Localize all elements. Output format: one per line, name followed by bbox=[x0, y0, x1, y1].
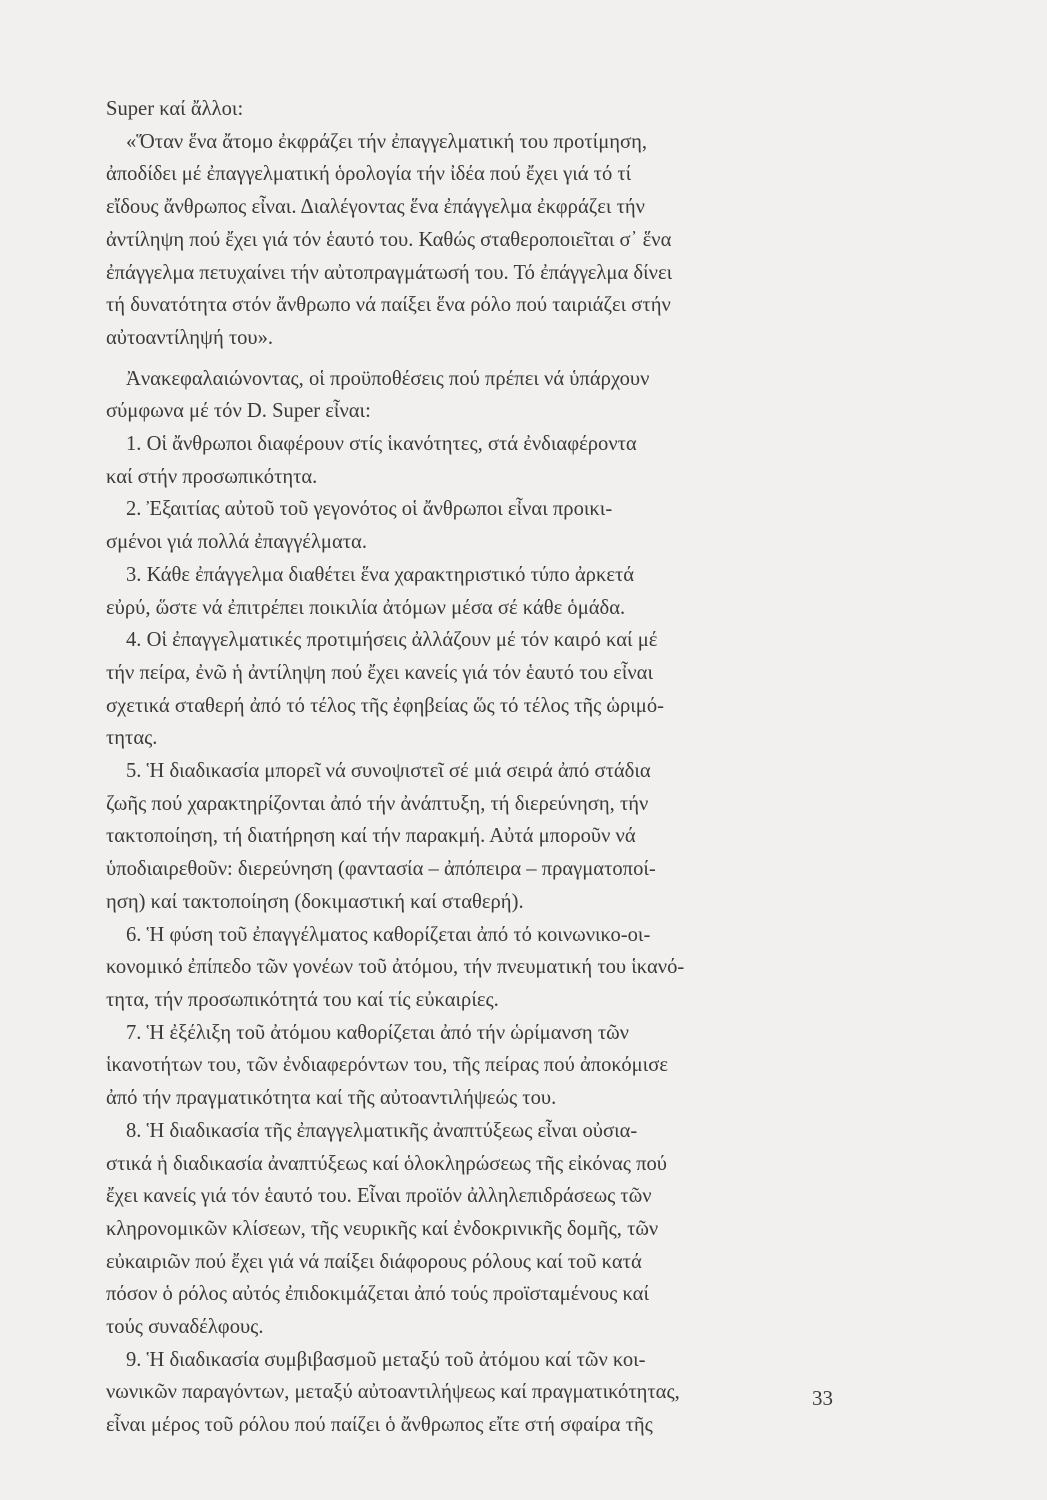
text-line: σχετικά σταθερή ἀπό τό τέλος τῆς ἐφηβείας ὥς τό τέλος τῆς ὡριμό- bbox=[106, 694, 664, 717]
text-line: πόσον ὁ ρόλος αὐτός ἐπιδοκιμάζεται ἀπό τούς προϊσταμένους καί bbox=[106, 1283, 649, 1306]
text-line: νωνικῶν παραγόντων, μεταξύ αὐτοαντιλήψεως καί πραγματικότητας, bbox=[106, 1381, 680, 1404]
text-line: εἴδους ἄνθρωπος εἶναι. Διαλέγοντας ἕνα ἐπάγγελμα ἐκφράζει τήν bbox=[106, 196, 645, 219]
text-line: στικά ἡ διαδικασία ἀναπτύξεως καί ὁλοκληρώσεως τῆς εἰκόνας πού bbox=[106, 1152, 667, 1175]
text-line: 6. Ἡ φύση τοῦ ἐπαγγέλματος καθορίζεται ἀπό τό κοινωνικο-οι- bbox=[126, 923, 651, 946]
text-line: 2. Ἐξαιτίας αὐτοῦ τοῦ γεγονότος οἱ ἄνθρωποι εἶναι προικι- bbox=[126, 498, 613, 521]
text-line: τητα, τήν προσωπικότητά του καί τίς εὐκαιρίες. bbox=[106, 988, 499, 1011]
text-line: καί στήν προσωπικότητα. bbox=[106, 465, 318, 488]
text-line: τητας. bbox=[106, 727, 158, 750]
text-line: εἶναι μέρος τοῦ ρόλου πού παίζει ὁ ἄνθρωπος εἴτε στή σφαίρα τῆς bbox=[106, 1414, 653, 1437]
text-line: ζωῆς πού χαρακτηρίζονται ἀπό τήν ἀνάπτυξη, τή διερεύνηση, τήν bbox=[106, 792, 649, 815]
text-line: σμένοι γιά πολλά ἐπαγγέλματα. bbox=[106, 531, 367, 554]
text-line: ἀπό τήν πραγματικότητα καί τῆς αὐτοαντιλήψεώς του. bbox=[106, 1087, 557, 1110]
text-line: εὐκαιριῶν πού ἔχει γιά νά παίξει διάφορους ρόλους καί τοῦ κατά bbox=[106, 1250, 642, 1273]
page-number: 33 bbox=[812, 1386, 833, 1410]
text-line: 7. Ἡ ἐξέλιξη τοῦ ἀτόμου καθορίζεται ἀπό τήν ὡρίμανση τῶν bbox=[126, 1021, 629, 1044]
text-line: κληρονομικῶν κλίσεων, τῆς νευρικῆς καί ἐνδοκρινικῆς δομῆς, τῶν bbox=[106, 1217, 659, 1240]
text-line: ἐπάγγελμα πετυχαίνει τήν αὐτοπραγμάτωσή του. Τό ἐπάγγελμα δίνει bbox=[106, 261, 673, 284]
text-line: Ἀνακεφαλαιώνοντας, οἱ προϋποθέσεις πού πρέπει νά ὑπάρχουν bbox=[126, 367, 650, 390]
text-line: ὑποδιαιρεθοῦν: διερεύνηση (φαντασία – ἀπόπειρα – πραγματοποί- bbox=[106, 858, 656, 881]
text-line: Super καί ἄλλοι: bbox=[106, 98, 244, 120]
text-line: ἱκανοτήτων του, τῶν ἐνδιαφερόντων του, τῆς πείρας πού ἀποκόμισε bbox=[106, 1054, 668, 1077]
text-line: κονομικό ἐπίπεδο τῶν γονέων τοῦ ἀτόμου, τήν πνευματική του ἱκανό- bbox=[106, 956, 685, 979]
text-line: ἀποδίδει μέ ἐπαγγελματική ὁρολογία τήν ἰδέα πού ἔχει γιά τό τί bbox=[106, 163, 632, 186]
text-line: «Ὅταν ἕνα ἄτομο ἐκφράζει τήν ἐπαγγελματική του προτίμηση, bbox=[126, 130, 648, 153]
text-line: τή δυνατότητα στόν ἄνθρωπο νά παίξει ἕνα ρόλο πού ταιριάζει στήν bbox=[106, 294, 671, 317]
text-line: 9. Ἡ διαδικασία συμβιβασμοῦ μεταξύ τοῦ ἀτόμου καί τῶν κοι- bbox=[126, 1348, 646, 1371]
text-line: 3. Κάθε ἐπάγγελμα διαθέτει ἕνα χαρακτηριστικό τύπο ἀρκετά bbox=[126, 563, 635, 586]
body-text bbox=[106, 93, 848, 1442]
text-line: τήν πείρα, ἐνῶ ἡ ἀντίληψη πού ἔχει κανείς γιά τόν ἑαυτό του εἶναι bbox=[106, 661, 654, 684]
text-line: τούς συναδέλφους. bbox=[106, 1316, 264, 1339]
text-line: ἀντίληψη πού ἔχει γιά τόν ἑαυτό του. Καθώς σταθεροποιεῖται σ᾽ ἕνα bbox=[106, 228, 672, 251]
text-line: σύμφωνα μέ τόν D. Super εἶναι: bbox=[106, 400, 371, 423]
text-line: ἔχει κανείς γιά τόν ἑαυτό του. Εἶναι προϊόν ἀλληλεπιδράσεως τῶν bbox=[106, 1185, 652, 1208]
text-line: 8. Ἡ διαδικασία τῆς ἐπαγγελματικῆς ἀναπτύξεως εἶναι οὐσια- bbox=[126, 1119, 638, 1142]
text-line: ηση) καί τακτοποίηση (δοκιμαστική καί σταθερή). bbox=[106, 890, 524, 913]
text-line: 5. Ἡ διαδικασία μπορεῖ νά συνοψιστεῖ σέ μιά σειρά ἀπό στάδια bbox=[126, 760, 651, 783]
text-line: 4. Οἱ ἐπαγγελματικές προτιμήσεις ἀλλάζουν μέ τόν καιρό καί μέ bbox=[126, 629, 658, 652]
text-line: 1. Οἱ ἄνθρωποι διαφέρουν στίς ἱκανότητες, στά ἐνδιαφέροντα bbox=[126, 433, 637, 456]
text-line: εὐρύ, ὥστε νά ἐπιτρέπει ποικιλία ἀτόμων μέσα σέ κάθε ὁμάδα. bbox=[106, 596, 626, 619]
text-line: τακτοποίηση, τή διατήρηση καί τήν παρακμή. Αὐτά μποροῦν νά bbox=[106, 825, 636, 848]
text-line: αὐτοαντίληψή του». bbox=[106, 326, 274, 349]
